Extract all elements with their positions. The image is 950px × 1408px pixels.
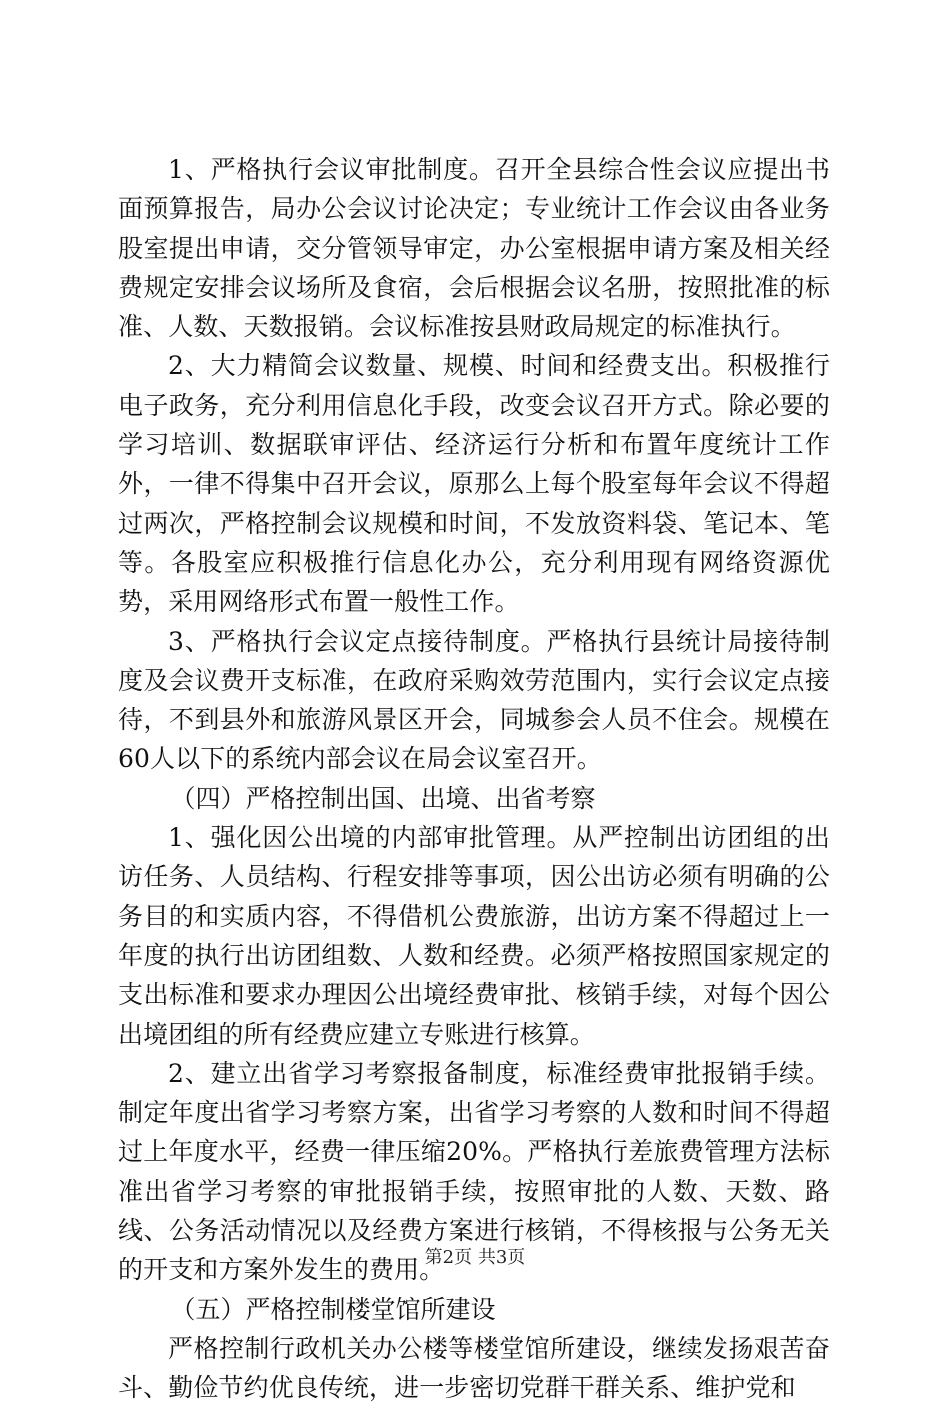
section-heading-building-control: （五）严格控制楼堂馆所建设 xyxy=(170,1294,496,1324)
paragraph-streamline-meetings: 2、大力精简会议数量、规模、时间和经费支出。积极推行电子政务，充分利用信息化手段，改变会议召开方式。除必要的学习培训、数据联审评估、经济运行分析和布置年度统计工作外，一律不得集中召开会议，原那么上每个股室每年会议不得超过两次，严格控制会议规模和时间，不发放资料袋、笔记本、笔等。各股室应积极推行信息化办公，充分利用现有网络资源优势，采用网络形式布置一般性工作。 xyxy=(118,351,830,617)
paragraph-meeting-approval: 1、严格执行会议审批制度。召开全县综合性会议应提出书面预算报告，局办公会议讨论决定；专业统计工作会议由各业务股室提出申请，交分管领导审定，办公室根据申请方案及相关经费规定安排会议场所及食宿，会后根据会议名册，按照批准的标准、人数、天数报销。会议标准按县财政局规定的标准执行。 xyxy=(118,155,830,342)
paragraph-outbound-approval: 1、强化因公出境的内部审批管理。从严控制出访团组的出访任务、人员结构、行程安排等事项，因公出访必须有明确的公务目的和实质内容，不得借机公费旅游，出访方案不得超过上一年度的执行出访团组数、人数和经费。必须严格按照国家规定的支出标准和要求办理因公出境经费审批、核销手续，对每个因公出境团组的所有经费应建立专账进行核算。 xyxy=(118,823,830,1049)
paragraph-designated-reception: 3、严格执行会议定点接待制度。严格执行县统计局接待制度及会议费开支标准，在政府采购效劳范围内，实行会议定点接待，不到县外和旅游风景区开会，同城参会人员不住会。规模在60人以下的系统内部会议在局会议室召开。 xyxy=(118,626,830,774)
section-heading-travel-control: （四）严格控制出国、出境、出省考察 xyxy=(170,783,596,813)
paragraph-provincial-study-tours: 2、建立出省学习考察报备制度，标准经费审批报销手续。制定年度出省学习考察方案，出省学习考察的人数和时间不得超过上年度水平，经费一律压缩20%。严格执行差旅费管理方法标准出省学习考察的审批报销手续，按照审批的人数、天数、路线、公务活动情况以及经费方案进行核销，不得核报与公务无关的开支和方案外发生的费用。 xyxy=(118,1058,830,1285)
paragraph-building-control: 严格控制行政机关办公楼等楼堂馆所建设，继续发扬艰苦奋斗、勤俭节约优良传统，进一步密切党群干群关系、维护党和 xyxy=(118,1333,830,1403)
document-body xyxy=(118,150,830,1408)
page-number-footer: 第2页 共3页 xyxy=(424,1247,526,1268)
